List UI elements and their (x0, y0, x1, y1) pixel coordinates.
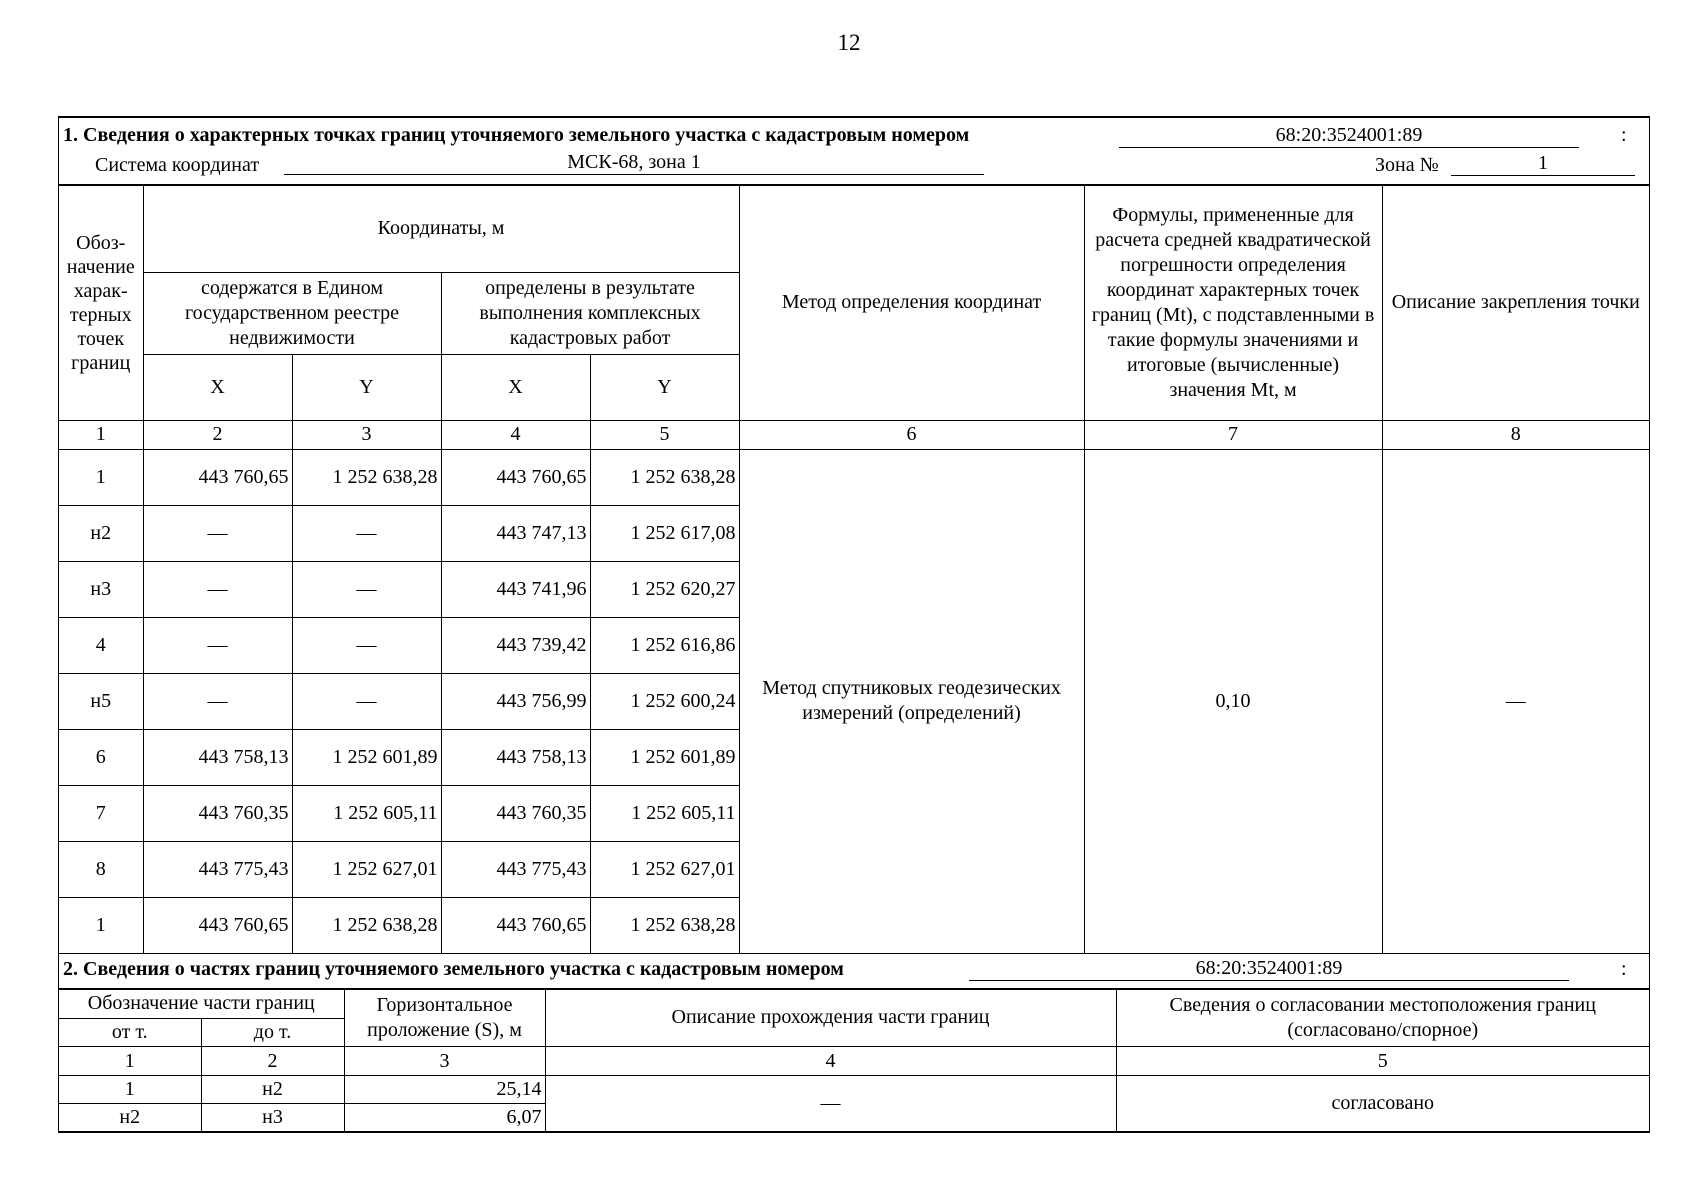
section1-header (59, 116, 1649, 186)
y-determined: 1 252 638,28 (590, 897, 739, 953)
header-in-registry: содержатся в Едином государственном реестре недвижимости (143, 272, 441, 354)
col-number: 1 (59, 1047, 201, 1076)
header-designation: Обоз- начение харак- терных точек границ (59, 186, 143, 420)
x-registry: — (143, 617, 292, 673)
part-to: н2 (201, 1076, 344, 1104)
x-registry: 443 775,43 (143, 841, 292, 897)
y-determined: 1 252 601,89 (590, 729, 739, 785)
y-determined: 1 252 620,27 (590, 561, 739, 617)
x-registry: 443 758,13 (143, 729, 292, 785)
col-number: 7 (1084, 420, 1382, 449)
x-determined: 443 760,35 (441, 785, 590, 841)
column-numbers-row (59, 420, 1649, 449)
point-name: 1 (59, 897, 143, 953)
header-coordinates: Координаты, м (143, 186, 739, 272)
header-description: Описание прохождения части границ (545, 990, 1116, 1047)
y-registry: 1 252 638,28 (292, 897, 441, 953)
part-from: н2 (59, 1104, 201, 1132)
x-determined: 443 756,99 (441, 673, 590, 729)
y-registry: — (292, 561, 441, 617)
y-determined: 1 252 627,01 (590, 841, 739, 897)
section2-table (59, 990, 1649, 1133)
x-determined: 443 775,43 (441, 841, 590, 897)
col-number: 2 (201, 1047, 344, 1076)
zone-label: Зона № (1375, 154, 1439, 176)
section2-colon: : (1621, 957, 1627, 980)
col-number: 3 (292, 420, 441, 449)
page-number: 12 (837, 30, 861, 55)
section2-title: 2. Сведения о частях границ уточняемого земельного участка с кадастровым номером (63, 957, 844, 980)
section1-table (59, 186, 1649, 954)
y-registry: 1 252 627,01 (292, 841, 441, 897)
section2-header (59, 954, 1649, 990)
part-from: 1 (59, 1076, 201, 1104)
point-name: 7 (59, 785, 143, 841)
y-registry: 1 252 605,11 (292, 785, 441, 841)
x-registry: — (143, 505, 292, 561)
header-horizontal: Горизонтальное проложение (S), м (344, 990, 545, 1047)
table-row (59, 1076, 1649, 1104)
point-name: 6 (59, 729, 143, 785)
col-number: 8 (1382, 420, 1649, 449)
point-name: 4 (59, 617, 143, 673)
header-to: до т. (201, 1019, 344, 1047)
point-name: н5 (59, 673, 143, 729)
part-to: н3 (201, 1104, 344, 1132)
x-determined: 443 741,96 (441, 561, 590, 617)
y-determined: 1 252 600,24 (590, 673, 739, 729)
col-number: 3 (344, 1047, 545, 1076)
y-registry: — (292, 505, 441, 561)
y-determined: 1 252 617,08 (590, 505, 739, 561)
zone-value: 1 (1451, 151, 1635, 176)
x-determined: 443 760,65 (441, 449, 590, 505)
point-name: н2 (59, 505, 143, 561)
col-number: 6 (739, 420, 1084, 449)
x-registry: 443 760,65 (143, 449, 292, 505)
x-determined: 443 758,13 (441, 729, 590, 785)
section1-title: 1. Сведения о характерных точках границ уточняемого земельного участка с кадастровым номером (63, 124, 970, 146)
document-form (58, 116, 1650, 1133)
method-value: Метод спутниковых геодезических измерений (определений) (739, 449, 1084, 953)
x-registry: — (143, 673, 292, 729)
header-y2: Y (590, 354, 739, 420)
section1-cadastral-number: 68:20:3524001:89 (1119, 123, 1579, 148)
x-registry: 443 760,35 (143, 785, 292, 841)
x-determined: 443 739,42 (441, 617, 590, 673)
coord-system-label: Система координат (95, 154, 260, 176)
horizontal-distance: 25,14 (344, 1076, 545, 1104)
mt-value: 0,10 (1084, 449, 1382, 953)
col-number: 1 (59, 420, 143, 449)
col-number: 5 (590, 420, 739, 449)
y-determined: 1 252 616,86 (590, 617, 739, 673)
header-from: от т. (59, 1019, 201, 1047)
point-name: 1 (59, 449, 143, 505)
agreement-value: согласовано (1116, 1076, 1649, 1132)
header-method: Метод определения координат (739, 186, 1084, 420)
col-number: 4 (545, 1047, 1116, 1076)
section2-cadastral-number: 68:20:3524001:89 (969, 956, 1569, 981)
table-row (59, 449, 1649, 505)
y-registry: 1 252 638,28 (292, 449, 441, 505)
point-name: 8 (59, 841, 143, 897)
header-y1: Y (292, 354, 441, 420)
x-registry: 443 760,65 (143, 897, 292, 953)
header-x2: X (441, 354, 590, 420)
col-number: 2 (143, 420, 292, 449)
header-determined: определены в результате выполнения комплексных кадастровых работ (441, 272, 739, 354)
col-number: 4 (441, 420, 590, 449)
col-number: 5 (1116, 1047, 1649, 1076)
horizontal-distance: 6,07 (344, 1104, 545, 1132)
y-registry: — (292, 617, 441, 673)
description-value: — (545, 1076, 1116, 1132)
coord-system-value: МСК-68, зона 1 (284, 150, 984, 175)
header-formulas: Формулы, примененные для расчета средней квадратической погрешности определения координат характерных точек границ (Mt), с подставленными в такие формулы значениями и итоговые (вычисленные) значения Mt, м (1084, 186, 1382, 420)
y-determined: 1 252 638,28 (590, 449, 739, 505)
header-x1: X (143, 354, 292, 420)
x-determined: 443 747,13 (441, 505, 590, 561)
point-name: н3 (59, 561, 143, 617)
y-registry: 1 252 601,89 (292, 729, 441, 785)
y-registry: — (292, 673, 441, 729)
header-agreement: Сведения о согласовании местоположения границ (согласовано/спорное) (1116, 990, 1649, 1047)
x-determined: 443 760,65 (441, 897, 590, 953)
section1-colon: : (1621, 124, 1627, 146)
header-fixing: Описание закрепления точки (1382, 186, 1649, 420)
x-registry: — (143, 561, 292, 617)
y-determined: 1 252 605,11 (590, 785, 739, 841)
header-part-designation: Обозначение части границ (59, 990, 344, 1019)
fixing-value: — (1382, 449, 1649, 953)
column-numbers-row (59, 1047, 1649, 1076)
